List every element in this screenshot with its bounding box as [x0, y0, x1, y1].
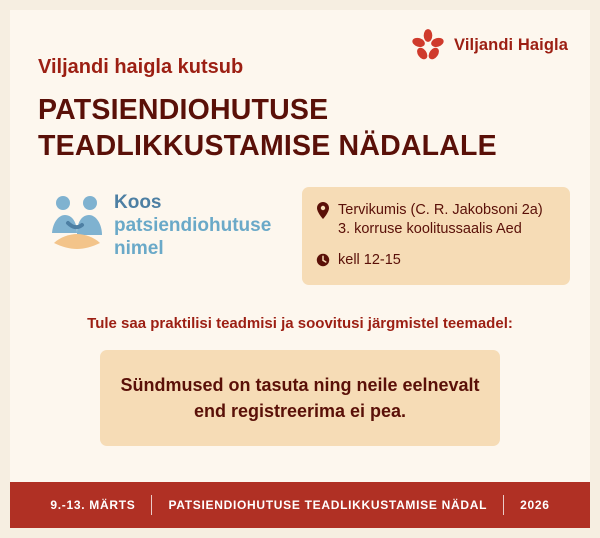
- campaign-logo-line-1: Koos: [114, 191, 162, 213]
- footer: [10, 482, 590, 528]
- footer-title: PATSIENDIOHUTUSE TEADLIKKUSTAMISE NÄDAL: [168, 498, 488, 512]
- time-row: [316, 251, 552, 270]
- campaign-logo-text: [114, 187, 271, 261]
- brand-name: Viljandi Haigla: [454, 35, 568, 54]
- topics-prompt: Tule saa praktilisi teadmisi ja soovitusi järgmistel teemadel:: [87, 314, 513, 332]
- location-text: [338, 201, 543, 240]
- time-text: kell 12-15: [338, 252, 401, 269]
- eyebrow-text: Viljandi haigla kutsub: [38, 56, 244, 78]
- location-line-1: Tervikumis (C. R. Jakobsoni 2a): [338, 201, 543, 218]
- footer-dates: 9.-13. MÄRTS: [50, 498, 136, 512]
- notice-line-1: Sündmused on tasuta ning neile eelnevalt: [120, 374, 480, 395]
- campaign-logo: [48, 187, 298, 261]
- footer-year: 2026: [520, 498, 550, 512]
- location-row: [316, 201, 552, 240]
- campaign-logo-line-3: nimel: [114, 238, 164, 260]
- notice-card: [100, 350, 500, 446]
- headline-line-2: TEADLIKKUSTAMISE NÄDALALE: [38, 129, 497, 162]
- two-people-handshake-icon: [48, 191, 106, 253]
- campaign-logo-line-2: patsiendiohutuse: [114, 214, 272, 236]
- mid-row: [10, 187, 590, 285]
- map-pin-icon: [316, 202, 330, 219]
- notice-line-2: end registreerima ei pea.: [193, 400, 407, 421]
- location-line-2: 3. korruse koolitussaalis Aed: [338, 221, 522, 238]
- page-title: [38, 93, 583, 165]
- flower-petals-icon: [411, 28, 445, 62]
- clock-icon: [316, 252, 330, 269]
- poster-inner: [10, 10, 590, 528]
- headline-line-1: PATSIENDIOHUTUSE: [38, 94, 329, 126]
- event-info-card: [302, 187, 570, 285]
- brand: [411, 28, 568, 62]
